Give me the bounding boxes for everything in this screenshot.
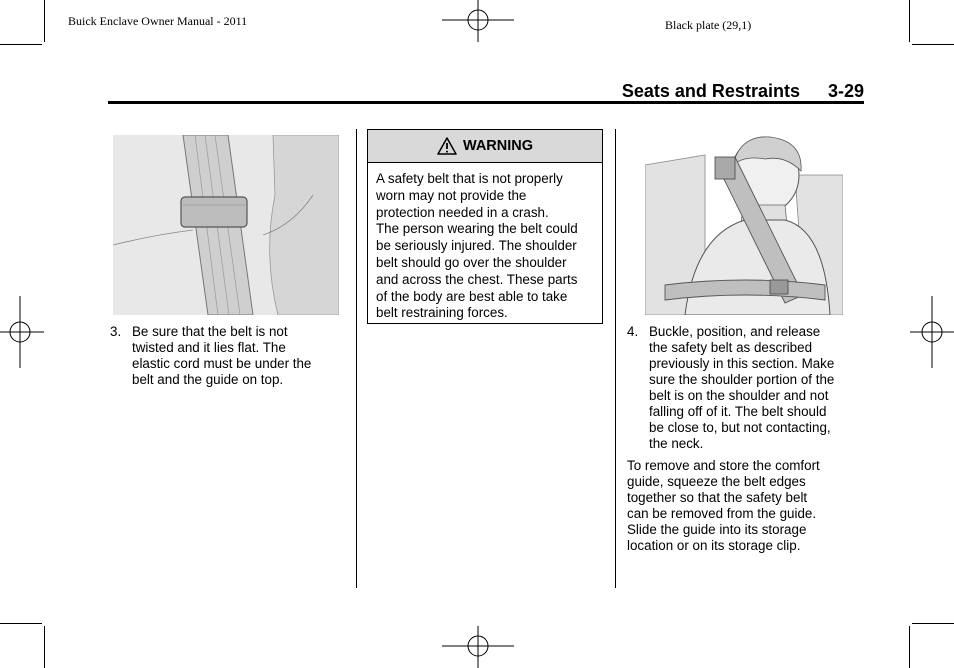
step-line: Buckle, position, and release <box>649 324 821 339</box>
print-label-manual: Buick Enclave Owner Manual - 2011 <box>68 14 248 28</box>
column-divider-right <box>615 129 616 588</box>
column-divider-left <box>356 129 357 588</box>
paragraph-line: guide, squeeze the belt edges <box>627 474 806 489</box>
crop-mark-top-right-h <box>912 44 954 45</box>
registration-target-right-icon <box>910 296 954 368</box>
belt-guide-illustration <box>113 135 339 315</box>
warning-line: A safety belt that is not properly <box>376 171 563 186</box>
warning-line: protection needed in a crash. <box>376 204 549 220</box>
step-line: be close to, but not contacting, <box>649 420 831 435</box>
step-line: elastic cord must be under the <box>132 356 312 371</box>
step-number: 3. <box>110 324 122 339</box>
warning-icon <box>437 137 457 155</box>
warning-title: WARNING <box>462 138 534 154</box>
paragraph-line: Slide the guide into its storage <box>627 522 807 537</box>
registration-target-top-icon <box>442 0 514 44</box>
step-line: falling off of it. The belt should <box>649 404 827 419</box>
step-text <box>132 324 311 388</box>
crop-mark-bottom-left-v <box>44 626 45 668</box>
warning-line: The person wearing the belt could <box>376 221 578 237</box>
child-belt-illustration <box>645 135 843 315</box>
warning-line: be seriously injured. The shoulder <box>376 238 577 254</box>
warning-box <box>367 129 603 324</box>
step-line: twisted and it lies flat. The <box>132 340 286 355</box>
warning-line: worn may not provide the <box>376 187 527 203</box>
section-title: Seats and Restraints <box>621 81 800 101</box>
crop-mark-top-right-v <box>909 0 910 42</box>
registration-target-left-icon <box>0 296 44 368</box>
header-rule <box>108 101 864 104</box>
storage-paragraph <box>627 458 862 554</box>
paragraph-line: location or on its storage clip. <box>627 538 801 553</box>
warning-line: belt restraining forces. <box>376 305 508 321</box>
paragraph-line: can be removed from the guide. <box>627 506 817 521</box>
step-line: Be sure that the belt is not <box>132 324 288 339</box>
paragraph-line: To remove and store the comfort <box>627 458 820 473</box>
step-number: 4. <box>627 324 639 339</box>
page-header <box>560 81 864 102</box>
warning-line: of the body are best able to take <box>376 288 568 304</box>
crop-mark-bottom-left-h <box>0 623 42 624</box>
warning-line: belt should go over the shoulder <box>376 254 567 270</box>
step-line: sure the shoulder portion of the <box>649 372 835 387</box>
step-text <box>649 324 834 452</box>
step-line: belt is on the shoulder and not <box>649 388 829 403</box>
step-line: previously in this section. Make <box>649 356 835 371</box>
warning-header <box>368 130 602 163</box>
step-line: belt and the guide on top. <box>132 372 284 387</box>
print-label-plate: Black plate (29,1) <box>665 18 752 32</box>
paragraph-line: together so that the safety belt <box>627 490 808 505</box>
crop-mark-top-left-h <box>0 44 42 45</box>
warning-line: and across the chest. These parts <box>376 271 578 287</box>
step-line: the neck. <box>649 436 704 451</box>
step-line: the safety belt as described <box>649 340 813 355</box>
crop-mark-bottom-right-h <box>912 623 954 624</box>
crop-mark-top-left-v <box>44 0 45 42</box>
page-number: 3-29 <box>827 81 864 101</box>
warning-text <box>368 163 602 322</box>
crop-mark-bottom-right-v <box>909 626 910 668</box>
registration-target-bottom-icon <box>442 624 514 668</box>
